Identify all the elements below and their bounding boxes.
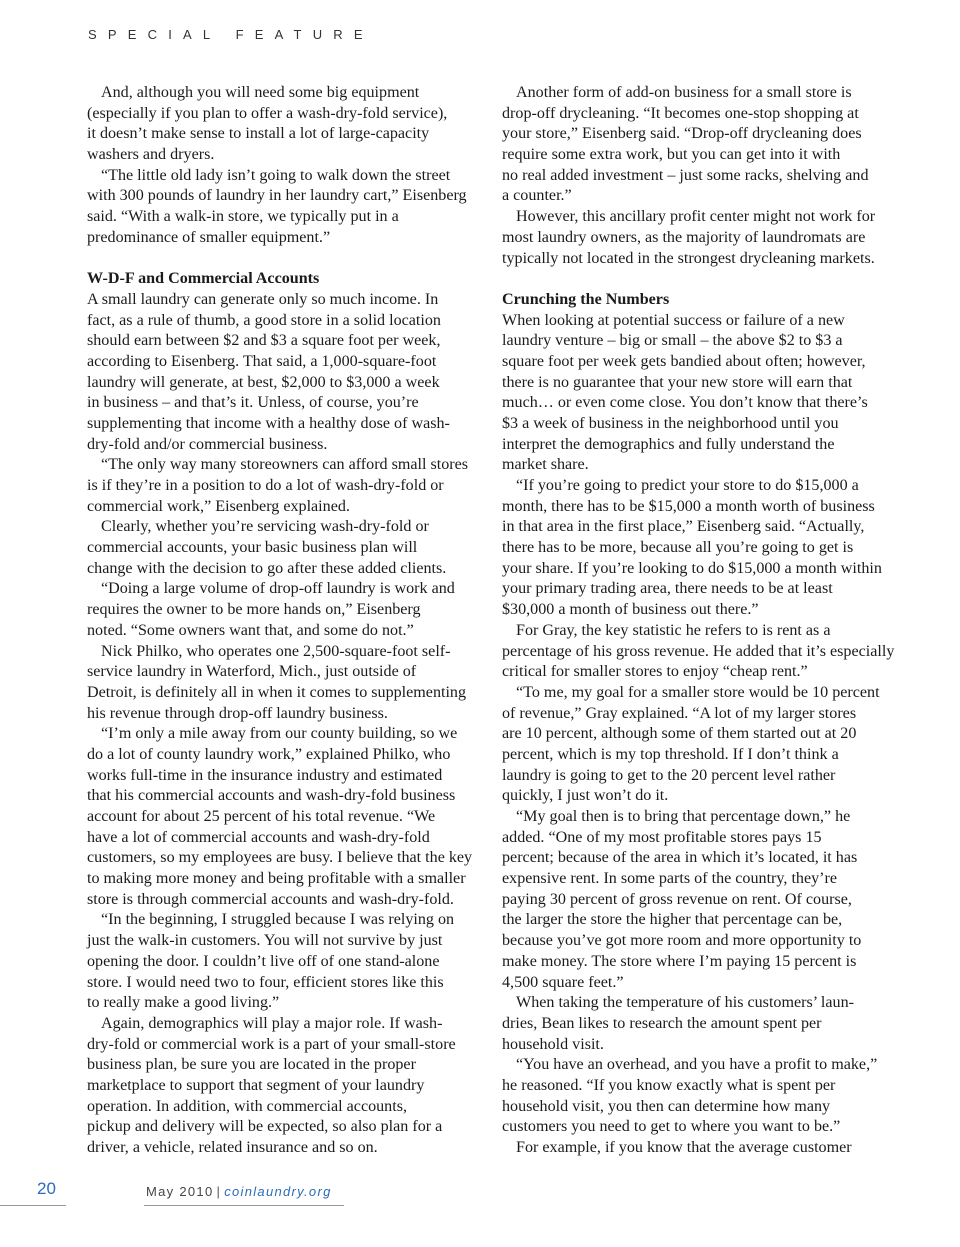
right-column [502, 83, 895, 1159]
text-line: marketplace to support that segment of your laundry [87, 1076, 425, 1094]
text-line: Another form of add-on business for a small store is [516, 84, 852, 101]
footer-separator: | [216, 1184, 222, 1199]
section-heading: W-D-F and Commercial Accounts [87, 270, 320, 288]
page-number: 20 [37, 1179, 56, 1198]
text-line: because you’ve got more room and more opportunity to [502, 932, 862, 950]
text-line: is if they’re in a position to do a lot of wash-dry-fold or [87, 477, 444, 495]
article-paragraph [87, 290, 472, 456]
text-line: For example, if you know that the average customer [516, 1139, 852, 1157]
text-line: square foot per week gets bandied about often; however, [502, 352, 866, 370]
text-line: critical for smaller stores to enjoy “cheap rent.” [502, 663, 808, 681]
left-column [87, 83, 472, 1159]
text-line: laundry will generate, at best, $2,000 to $3,000 a week [87, 373, 440, 391]
text-line: A small laundry can generate only so much income. In [87, 290, 439, 308]
paragraph-spacer [87, 249, 472, 270]
text-line: said. “With a walk-in store, we typically put in a [87, 208, 399, 226]
text-line: requires the owner to be more hands on,” Eisenberg [87, 601, 421, 619]
text-line: much… or even come close. You don’t know that there’s [502, 394, 868, 412]
article-paragraph [502, 807, 887, 993]
text-line: have a lot of commercial accounts and wash-dry-fold [87, 828, 430, 846]
text-line: drop-off drycleaning. “It becomes one-stop shopping at [502, 104, 859, 122]
article-paragraph [502, 207, 887, 269]
text-line: it doesn’t make sense to install a lot of large-capacity [87, 125, 430, 143]
text-line: laundry is going to get to the 20 percent level rather [502, 766, 836, 784]
text-line: quickly, I just won’t do it. [502, 787, 669, 805]
text-line: washers and dryers. [87, 146, 215, 164]
article-paragraph [87, 910, 472, 1013]
text-line: For Gray, the key statistic he refers to is rent as a [516, 621, 831, 639]
text-line: change with the decision to go after these added clients. [87, 559, 447, 577]
text-line: operation. In addition, with commercial accounts, [87, 1097, 407, 1115]
article-paragraph [502, 311, 887, 477]
article-paragraph [87, 455, 472, 517]
article-paragraph [502, 1138, 887, 1159]
text-line: the larger the store the higher that percentage can be, [502, 911, 843, 929]
text-line: “The little old lady isn’t going to walk down the street [101, 166, 451, 184]
text-line: commercial accounts, your basic business plan will [87, 539, 418, 557]
paragraph-spacer [502, 269, 887, 290]
article-paragraph [87, 517, 472, 579]
text-line: market share. [502, 456, 589, 474]
text-line: laundry venture – big or small – the above $2 to $3 a [502, 332, 843, 350]
text-line: supplementing that income with a healthy dose of wash- [87, 414, 450, 432]
text-line: do a lot of county laundry work,” explained Philko, who [87, 745, 451, 763]
text-line: $30,000 a month of business out there.” [502, 601, 759, 619]
text-line: are 10 percent, although some of them started out at 20 [502, 725, 857, 743]
text-line: predominance of smaller equipment.” [87, 228, 331, 246]
text-line: with 300 pounds of laundry in her laundry cart,” Eisenberg [87, 187, 467, 205]
text-line: Nick Philko, who operates one 2,500-square-foot self- [101, 642, 451, 660]
text-line: When looking at potential success or failure of a new [502, 311, 845, 329]
article-paragraph [87, 579, 472, 641]
text-line: expensive rent. In some parts of the country, they’re [502, 870, 838, 888]
article-paragraph [502, 476, 887, 621]
text-line: “Doing a large volume of drop-off laundry is work and [101, 580, 455, 598]
text-line: business plan, be sure you are located in the proper [87, 1056, 416, 1074]
text-line: percentage of his gross revenue. He added that it’s especially [502, 642, 895, 660]
article-paragraph [502, 993, 887, 1055]
text-line: 4,500 square feet.” [502, 973, 624, 991]
text-line: commercial work,” Eisenberg explained. [87, 497, 350, 515]
text-line: noted. “Some owners want that, and some do not.” [87, 621, 414, 639]
text-line: “If you’re going to predict your store to do $15,000 a [516, 477, 859, 495]
text-line: your store,” Eisenberg said. “Drop-off drycleaning does [502, 125, 862, 143]
text-line: household visit. [502, 1035, 604, 1053]
text-line: When taking the temperature of his customers’ laun- [516, 994, 854, 1012]
text-line: “I’m only a mile away from our county building, so we [101, 725, 458, 743]
text-line: according to Eisenberg. That said, a 1,000-square-foot [87, 352, 437, 370]
text-line: interpret the demographics and fully understand the [502, 435, 835, 453]
text-line: Again, demographics will play a major role. If wash- [101, 1014, 443, 1032]
footer-site-link[interactable]: coinlaundry.org [224, 1184, 332, 1199]
footer-issue-date: May 2010 [146, 1184, 214, 1199]
text-line: a counter.” [502, 187, 572, 205]
article-paragraph [87, 724, 472, 910]
text-line: Clearly, whether you’re servicing wash-dry-fold or [101, 518, 429, 536]
text-line: to really make a good living.” [87, 994, 280, 1012]
text-line: your primary trading area, there needs to be at least [502, 580, 833, 598]
section-heading: Crunching the Numbers [502, 290, 670, 308]
text-line: there has to be more, because all you’re going to get is [502, 539, 854, 557]
text-line: store. I would need two to four, efficient stores like this [87, 973, 444, 991]
text-line: his revenue through drop-off laundry business. [87, 704, 388, 722]
text-line: However, this ancillary profit center might not work for [516, 208, 876, 226]
article-paragraph [502, 83, 887, 207]
text-line: in that area in the first place,” Eisenberg said. “Actually, [502, 518, 865, 536]
text-line: fact, as a rule of thumb, a good store in a solid location [87, 311, 441, 329]
text-line: added. “One of my most profitable stores pays 15 [502, 828, 822, 846]
text-line: just the walk-in customers. You will not survive by just [87, 932, 443, 950]
text-line: driver, a vehicle, related insurance and so on. [87, 1139, 378, 1157]
article-paragraph [502, 1055, 887, 1138]
text-line: household visit, you then can determine how many [502, 1097, 831, 1115]
text-line: $3 a week of business in the neighborhood until you [502, 414, 839, 432]
text-line: Detroit, is definitely all in when it comes to supplementing [87, 683, 467, 701]
article-paragraph [87, 83, 472, 166]
text-line: works full-time in the insurance industry and estimated [87, 766, 443, 784]
text-line: typically not located in the strongest drycleaning markets. [502, 249, 875, 267]
text-line: (especially if you plan to offer a wash-dry-fold service), [87, 104, 448, 122]
text-line: service laundry in Waterford, Mich., just outside of [87, 663, 417, 681]
article-paragraph [502, 683, 887, 807]
text-line: customers, so my employees are busy. I believe that the key [87, 849, 473, 867]
text-line: “You have an overhead, and you have a profit to make,” [516, 1056, 878, 1074]
text-line: that his commercial accounts and wash-dry-fold business [87, 787, 456, 805]
article-paragraph [502, 621, 895, 683]
text-line: there is no guarantee that your new store will earn that [502, 373, 853, 391]
text-line: dry-fold or commercial work is a part of your small-store [87, 1035, 456, 1053]
text-line: percent; because of the area in which it’s located, it has [502, 849, 858, 867]
text-line: store is through commercial accounts and wash-dry-fold. [87, 890, 454, 908]
text-line: customers you need to get to where you want to be.” [502, 1118, 841, 1136]
text-line: opening the door. I couldn’t live off of one stand-alone [87, 952, 440, 970]
text-line: make money. The store where I’m paying 15 percent is [502, 952, 857, 970]
text-line: of revenue,” Gray explained. “A lot of my larger stores [502, 704, 857, 722]
text-line: should earn between $2 and $3 a square foot per week, [87, 332, 441, 350]
text-line: And, although you will need some big equipment [101, 84, 420, 101]
text-line: to making more money and being profitable with a smaller [87, 870, 466, 888]
article-paragraph [87, 166, 472, 249]
text-line: “To me, my goal for a smaller store would be 10 percent [516, 683, 880, 701]
text-line: month, there has to be $15,000 a month worth of business [502, 497, 875, 515]
text-line: no real added investment – just some racks, shelving and [502, 166, 869, 184]
section-header: SPECIAL FEATURE [88, 27, 374, 42]
text-line: “In the beginning, I struggled because I was relying on [101, 911, 455, 929]
text-line: account for about 25 percent of his total revenue. “We [87, 808, 436, 826]
text-line: require some extra work, but you can get into it with [502, 146, 841, 164]
text-line: “The only way many storeowners can afford small stores [101, 456, 469, 474]
text-line: dries, Bean likes to research the amount spent per [502, 1014, 822, 1032]
footer-issue-line [146, 1184, 332, 1199]
article-paragraph [87, 1014, 472, 1159]
text-line: dry-fold and/or commercial business. [87, 435, 328, 453]
text-line: most laundry owners, as the majority of laundromats are [502, 228, 866, 246]
text-line: in business – and that’s it. Unless, of course, you’re [87, 394, 419, 412]
footer-rule-left [0, 1205, 66, 1206]
text-line: “My goal then is to bring that percentage down,” he [516, 808, 851, 826]
text-line: your share. If you’re looking to do $15,000 a month within [502, 559, 882, 577]
article-paragraph [87, 642, 472, 725]
footer-rule-right [144, 1205, 344, 1206]
text-line: paying 30 percent of gross revenue on rent. Of course, [502, 890, 852, 908]
text-line: he reasoned. “If you know exactly what is spent per [502, 1076, 836, 1094]
text-line: percent, which is my top threshold. If I don’t think a [502, 745, 839, 763]
text-line: pickup and delivery will be expected, so also plan for a [87, 1118, 443, 1136]
